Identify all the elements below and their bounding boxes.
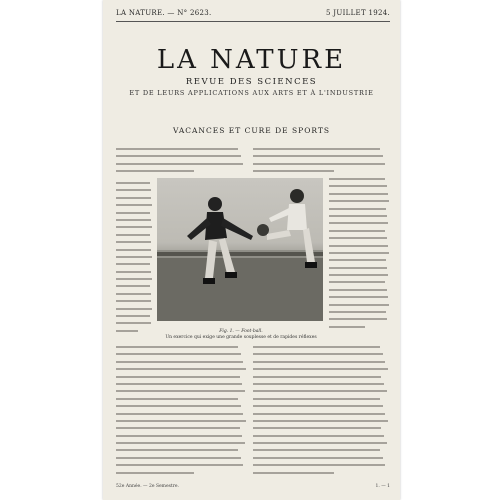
football-photo — [157, 178, 323, 321]
journal-subtitle: REVUE DES SCIENCES — [185, 77, 318, 87]
header-rule — [116, 21, 390, 22]
text-line — [329, 304, 389, 306]
text-line — [116, 249, 151, 251]
issue-number: LA NATURE. — N° 2623. — [116, 9, 212, 17]
text-line — [329, 267, 387, 269]
text-line — [329, 185, 387, 187]
text-line — [253, 148, 380, 150]
text-line — [329, 296, 388, 298]
text-column-left-bottom — [116, 346, 246, 479]
text-line — [116, 427, 240, 429]
text-line — [116, 155, 241, 157]
text-line — [116, 435, 242, 437]
text-column-right-top — [253, 148, 388, 178]
text-line — [116, 293, 151, 295]
text-line — [116, 300, 151, 302]
journal-title: LA NATURE — [156, 45, 347, 75]
signature-mark: 1. — 1 — [375, 484, 390, 489]
text-line — [253, 464, 385, 466]
text-line — [253, 376, 381, 378]
text-line — [116, 241, 151, 243]
text-line — [116, 405, 241, 407]
page-footer — [116, 484, 390, 489]
text-line — [116, 148, 238, 150]
text-line — [116, 197, 151, 199]
text-line — [253, 368, 388, 370]
text-line — [116, 472, 194, 474]
text-line — [116, 449, 238, 451]
text-line — [116, 353, 241, 355]
journal-tagline: ET DE LEURS APPLICATIONS AUX ARTS ET À L'INDUSTRIE — [129, 89, 374, 97]
text-line — [116, 226, 152, 228]
text-line — [253, 361, 385, 363]
text-line — [116, 322, 151, 324]
text-line — [116, 256, 152, 258]
text-line — [116, 263, 150, 265]
text-line — [329, 252, 389, 254]
text-line — [116, 234, 150, 236]
text-line — [116, 285, 150, 287]
photo-caption — [161, 329, 321, 340]
text-column-right-narrow — [329, 178, 389, 333]
text-line — [329, 311, 386, 313]
text-line — [253, 346, 380, 348]
text-line — [329, 318, 387, 320]
text-line — [329, 281, 385, 283]
issue-date: 5 JUILLET 1924. — [326, 9, 390, 17]
text-line — [116, 390, 245, 392]
text-line — [253, 449, 380, 451]
text-line — [116, 308, 152, 310]
text-line — [253, 472, 334, 474]
caption-figure-label: Fig. 1. — Foot-ball. — [219, 329, 263, 334]
text-line — [329, 200, 389, 202]
text-line — [253, 383, 384, 385]
text-line — [253, 405, 383, 407]
text-line — [116, 346, 238, 348]
text-line — [116, 376, 240, 378]
caption-text: Un exercice qui exige une grande souplesse et de rapides réflexes — [165, 334, 317, 340]
text-line — [329, 289, 387, 291]
volume-info: 52e Année. — 2e Semestre. — [116, 484, 179, 489]
text-line — [116, 457, 241, 459]
text-line — [116, 182, 150, 184]
text-line — [116, 204, 152, 206]
text-line — [253, 353, 383, 355]
text-line — [116, 420, 246, 422]
text-line — [116, 219, 151, 221]
text-line — [329, 237, 387, 239]
text-line — [116, 442, 245, 444]
text-column-right-bottom — [253, 346, 388, 479]
text-line — [116, 464, 243, 466]
text-line — [253, 163, 385, 165]
text-line — [116, 170, 194, 172]
text-line — [329, 259, 386, 261]
journal-page — [103, 0, 400, 500]
text-line — [329, 326, 365, 328]
text-line — [116, 361, 243, 363]
text-line — [329, 274, 388, 276]
text-line — [116, 271, 151, 273]
text-line — [116, 278, 152, 280]
text-line — [116, 330, 138, 332]
text-line — [116, 163, 243, 165]
text-line — [116, 368, 246, 370]
text-column-left-narrow — [116, 182, 152, 337]
text-line — [253, 420, 388, 422]
text-line — [253, 457, 383, 459]
running-header — [116, 9, 390, 17]
text-line — [116, 383, 242, 385]
text-line — [116, 413, 243, 415]
text-line — [329, 178, 385, 180]
text-line — [253, 390, 387, 392]
text-line — [253, 435, 384, 437]
article-title: VACANCES ET CURE DE SPORTS — [172, 126, 331, 135]
text-line — [329, 215, 387, 217]
text-line — [329, 230, 385, 232]
text-line — [116, 189, 151, 191]
text-line — [329, 245, 388, 247]
text-column-left-top — [116, 148, 246, 178]
text-line — [329, 193, 388, 195]
text-line — [253, 398, 380, 400]
text-line — [116, 315, 150, 317]
text-line — [253, 442, 387, 444]
text-line — [329, 222, 388, 224]
text-line — [116, 212, 150, 214]
text-line — [253, 170, 334, 172]
text-line — [329, 208, 386, 210]
text-line — [253, 155, 383, 157]
text-line — [116, 398, 238, 400]
text-line — [253, 427, 381, 429]
text-line — [253, 413, 385, 415]
